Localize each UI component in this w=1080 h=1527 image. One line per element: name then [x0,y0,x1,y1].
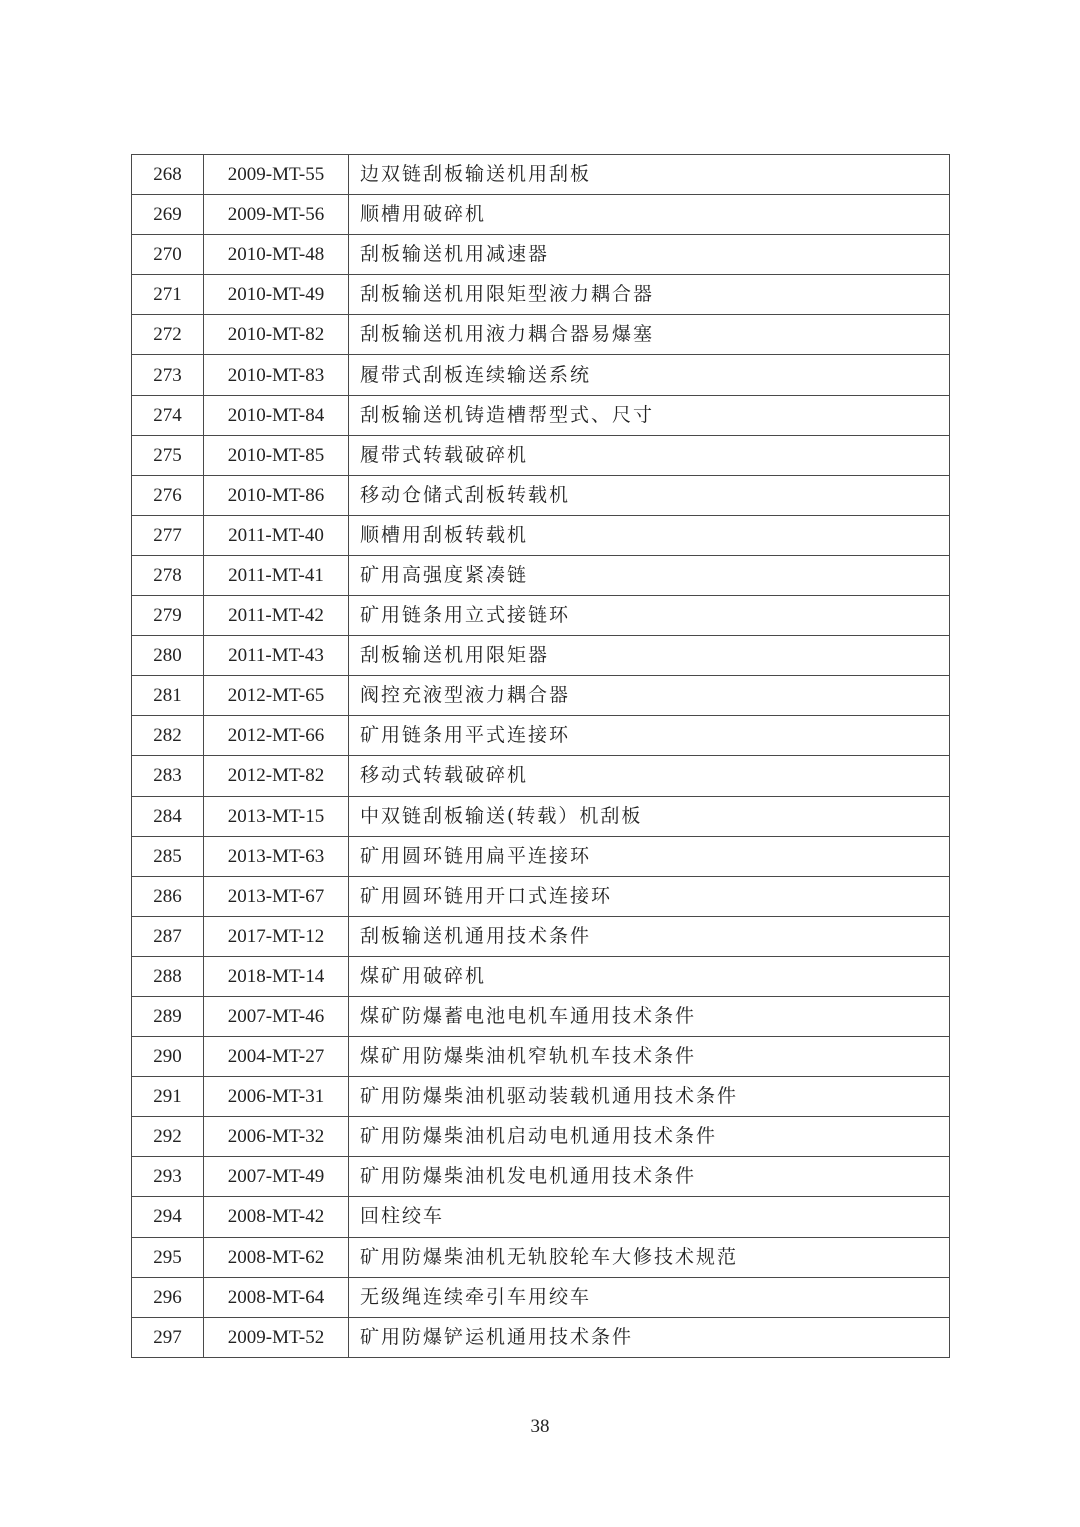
row-number-cell: 294 [132,1197,204,1237]
standard-code-cell: 2012-MT-65 [204,676,349,716]
standard-name-cell: 矿用链条用立式接链环 [349,596,950,636]
standard-code-cell: 2010-MT-83 [204,355,349,395]
standard-name-cell: 边双链刮板输送机用刮板 [349,155,950,195]
table-row [132,435,950,475]
row-number-cell: 282 [132,716,204,756]
standard-name-cell: 煤矿用防爆柴油机窄轨机车技术条件 [349,1037,950,1077]
standard-name-cell: 矿用防爆柴油机驱动装载机通用技术条件 [349,1077,950,1117]
row-number-cell: 297 [132,1317,204,1357]
row-number-cell: 276 [132,475,204,515]
standard-code-cell: 2009-MT-52 [204,1317,349,1357]
standard-code-cell: 2008-MT-42 [204,1197,349,1237]
standard-code-cell: 2010-MT-86 [204,475,349,515]
standard-name-cell: 刮板输送机用限矩器 [349,636,950,676]
standard-name-cell: 矿用防爆柴油机启动电机通用技术条件 [349,1117,950,1157]
standard-name-cell: 矿用高强度紧凑链 [349,555,950,595]
table-row [132,275,950,315]
row-number-cell: 296 [132,1277,204,1317]
standard-code-cell: 2018-MT-14 [204,956,349,996]
standard-code-cell: 2010-MT-84 [204,395,349,435]
standard-name-cell: 阀控充液型液力耦合器 [349,676,950,716]
standards-table [131,154,950,1358]
standard-code-cell: 2009-MT-55 [204,155,349,195]
standard-name-cell: 履带式刮板连续输送系统 [349,355,950,395]
table-row [132,1317,950,1357]
standards-table-body [132,155,950,1358]
standard-name-cell: 移动仓储式刮板转载机 [349,475,950,515]
row-number-cell: 286 [132,876,204,916]
table-row [132,235,950,275]
page-number: 38 [530,1416,550,1437]
row-number-cell: 293 [132,1157,204,1197]
standard-code-cell: 2011-MT-42 [204,596,349,636]
row-number-cell: 274 [132,395,204,435]
row-number-cell: 272 [132,315,204,355]
table-row [132,1277,950,1317]
standard-name-cell: 刮板输送机用减速器 [349,235,950,275]
table-row [132,315,950,355]
row-number-cell: 273 [132,355,204,395]
standard-code-cell: 2010-MT-85 [204,435,349,475]
standard-code-cell: 2011-MT-41 [204,555,349,595]
standard-code-cell: 2010-MT-82 [204,315,349,355]
row-number-cell: 269 [132,195,204,235]
row-number-cell: 295 [132,1237,204,1277]
standard-name-cell: 刮板输送机用限矩型液力耦合器 [349,275,950,315]
row-number-cell: 270 [132,235,204,275]
standard-code-cell: 2007-MT-49 [204,1157,349,1197]
table-row [132,1117,950,1157]
table-row [132,475,950,515]
row-number-cell: 275 [132,435,204,475]
row-number-cell: 281 [132,676,204,716]
standard-name-cell: 中双链刮板输送(转载）机刮板 [349,796,950,836]
standard-code-cell: 2017-MT-12 [204,916,349,956]
standard-code-cell: 2013-MT-67 [204,876,349,916]
standard-code-cell: 2007-MT-46 [204,996,349,1036]
row-number-cell: 268 [132,155,204,195]
table-row [132,876,950,916]
table-row [132,596,950,636]
table-row [132,916,950,956]
standard-name-cell: 刮板输送机通用技术条件 [349,916,950,956]
table-row [132,956,950,996]
table-row [132,1077,950,1117]
row-number-cell: 277 [132,515,204,555]
table-row [132,716,950,756]
table-row [132,515,950,555]
table-row [132,195,950,235]
standard-code-cell: 2011-MT-40 [204,515,349,555]
standard-name-cell: 矿用圆环链用开口式连接环 [349,876,950,916]
standard-code-cell: 2009-MT-56 [204,195,349,235]
standard-code-cell: 2008-MT-64 [204,1277,349,1317]
standard-code-cell: 2013-MT-15 [204,796,349,836]
row-number-cell: 287 [132,916,204,956]
standard-name-cell: 矿用圆环链用扁平连接环 [349,836,950,876]
standard-name-cell: 刮板输送机铸造槽帮型式、尺寸 [349,395,950,435]
standard-name-cell: 顺槽用刮板转载机 [349,515,950,555]
row-number-cell: 279 [132,596,204,636]
standard-name-cell: 无级绳连续牵引车用绞车 [349,1277,950,1317]
standard-name-cell: 履带式转载破碎机 [349,435,950,475]
table-row [132,1037,950,1077]
standard-code-cell: 2006-MT-32 [204,1117,349,1157]
table-row [132,796,950,836]
standard-name-cell: 矿用链条用平式连接环 [349,716,950,756]
standard-name-cell: 回柱绞车 [349,1197,950,1237]
table-row [132,836,950,876]
table-row [132,996,950,1036]
row-number-cell: 271 [132,275,204,315]
standard-name-cell: 煤矿防爆蓄电池电机车通用技术条件 [349,996,950,1036]
table-row [132,676,950,716]
row-number-cell: 289 [132,996,204,1036]
standard-name-cell: 矿用防爆柴油机无轨胶轮车大修技术规范 [349,1237,950,1277]
standard-code-cell: 2012-MT-82 [204,756,349,796]
standard-name-cell: 移动式转载破碎机 [349,756,950,796]
standard-code-cell: 2012-MT-66 [204,716,349,756]
table-row [132,155,950,195]
table-row [132,1237,950,1277]
standard-code-cell: 2010-MT-48 [204,235,349,275]
standard-code-cell: 2010-MT-49 [204,275,349,315]
standard-code-cell: 2004-MT-27 [204,1037,349,1077]
standard-name-cell: 矿用防爆铲运机通用技术条件 [349,1317,950,1357]
row-number-cell: 288 [132,956,204,996]
standard-code-cell: 2006-MT-31 [204,1077,349,1117]
row-number-cell: 278 [132,555,204,595]
standard-name-cell: 顺槽用破碎机 [349,195,950,235]
table-row [132,1197,950,1237]
table-row [132,355,950,395]
standard-name-cell: 煤矿用破碎机 [349,956,950,996]
table-row [132,636,950,676]
row-number-cell: 285 [132,836,204,876]
row-number-cell: 280 [132,636,204,676]
row-number-cell: 292 [132,1117,204,1157]
row-number-cell: 290 [132,1037,204,1077]
row-number-cell: 283 [132,756,204,796]
standard-code-cell: 2008-MT-62 [204,1237,349,1277]
standard-code-cell: 2011-MT-43 [204,636,349,676]
row-number-cell: 291 [132,1077,204,1117]
table-row [132,756,950,796]
standard-name-cell: 刮板输送机用液力耦合器易爆塞 [349,315,950,355]
standard-code-cell: 2013-MT-63 [204,836,349,876]
row-number-cell: 284 [132,796,204,836]
table-row [132,1157,950,1197]
table-row [132,555,950,595]
standard-name-cell: 矿用防爆柴油机发电机通用技术条件 [349,1157,950,1197]
table-row [132,395,950,435]
